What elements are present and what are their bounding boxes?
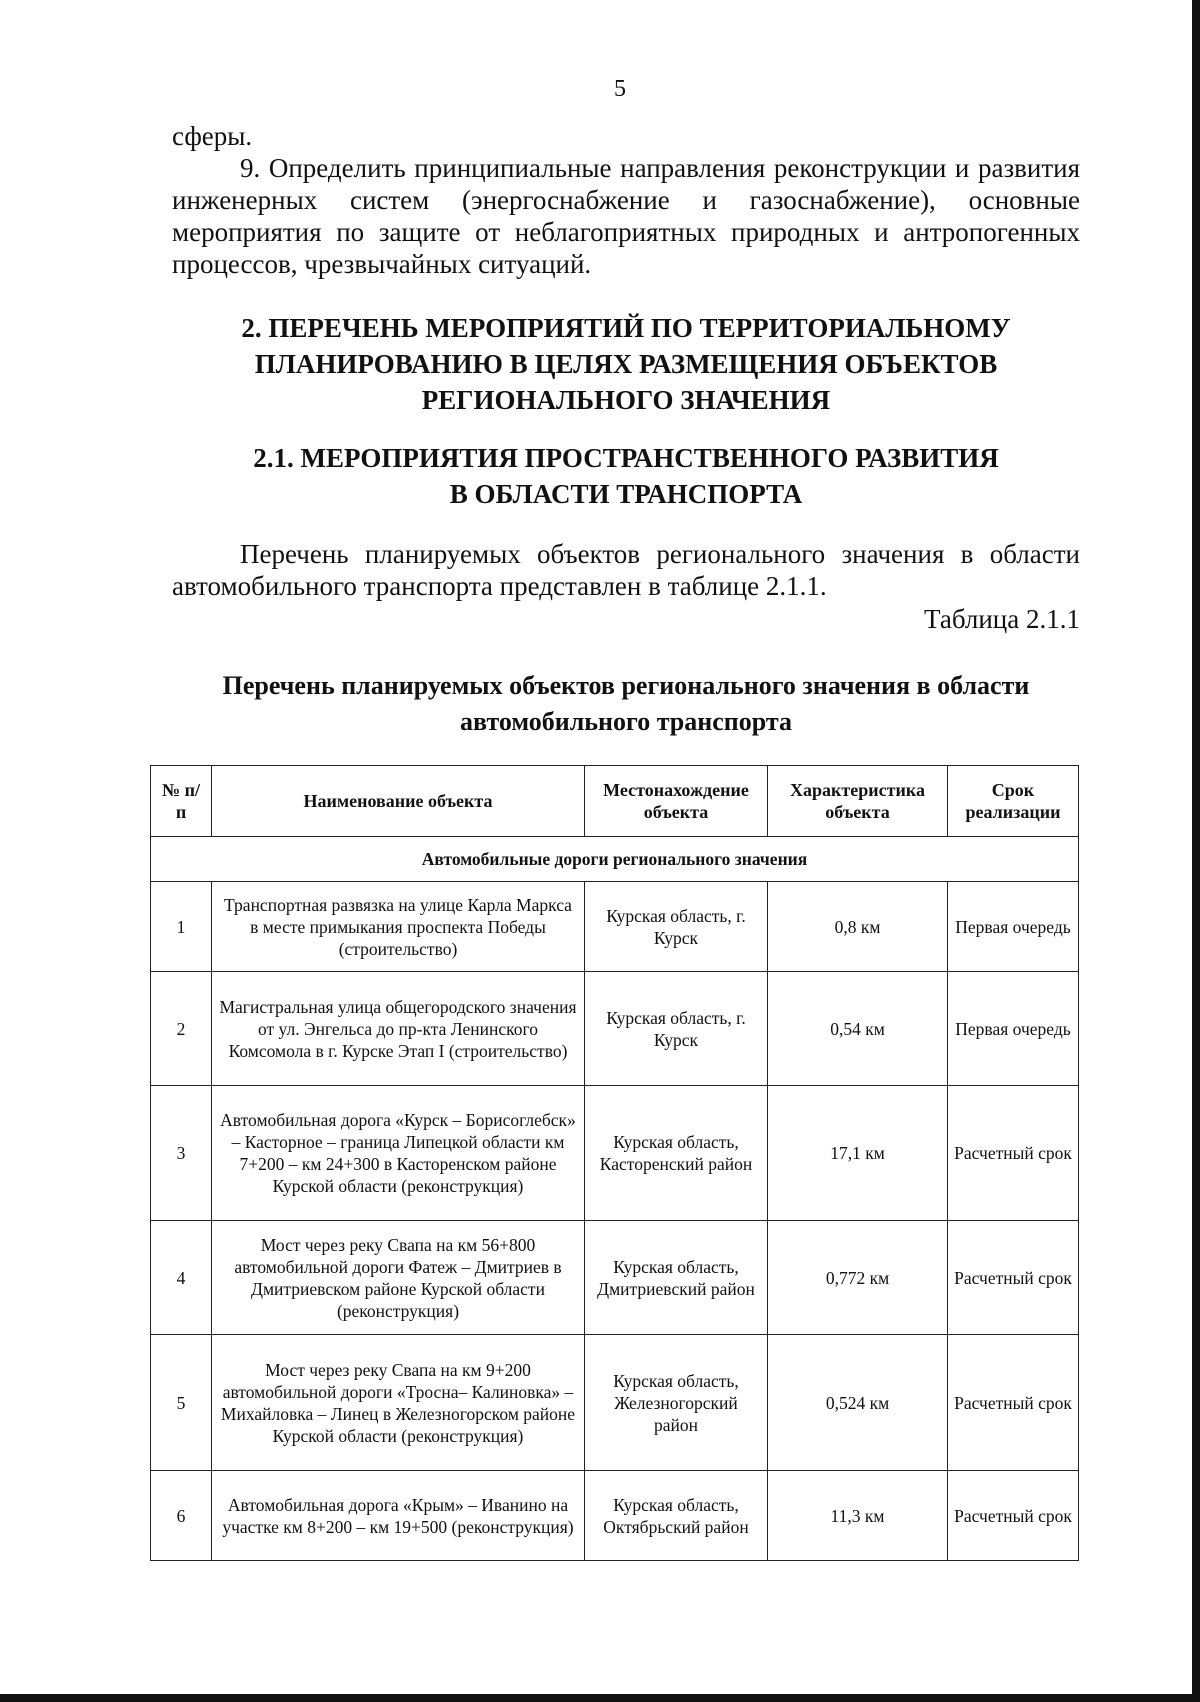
cell-name: Мост через реку Свапа на км 56+800 автомобильной дороги Фатеж – Дмитриев в Дмитриевском районе Курской области (реконструкция) bbox=[212, 1221, 585, 1335]
section-2-title-line-1: 2. ПЕРЕЧЕНЬ МЕРОПРИЯТИЙ ПО ТЕРРИТОРИАЛЬНОМУ bbox=[241, 313, 1011, 343]
cell-term: Первая очередь bbox=[948, 972, 1079, 1086]
section-2-title-line-2: ПЛАНИРОВАНИЮ В ЦЕЛЯХ РАЗМЕЩЕНИЯ ОБЪЕКТОВ bbox=[254, 349, 998, 379]
cell-term: Расчетный срок bbox=[948, 1471, 1079, 1561]
cell-name: Магистральная улица общегородского значения от ул. Энгельса до пр-кта Ленинского Комсомола в г. Курске Этап I (строительство) bbox=[212, 972, 585, 1086]
table-title-line-1: Перечень планируемых объектов регионального значения в области bbox=[222, 671, 1030, 700]
header-term: Срок реализации bbox=[948, 766, 1079, 837]
table-title bbox=[172, 668, 1080, 740]
table-row bbox=[151, 1335, 1079, 1471]
table-row bbox=[151, 1221, 1079, 1335]
cell-characteristic: 0,772 км bbox=[768, 1221, 948, 1335]
cell-term: Расчетный срок bbox=[948, 1335, 1079, 1471]
table-row bbox=[151, 1471, 1079, 1561]
table-label: Таблица 2.1.1 bbox=[924, 604, 1080, 634]
table-row bbox=[151, 1086, 1079, 1221]
table-row bbox=[151, 882, 1079, 972]
intro-continuation: сферы. bbox=[172, 121, 253, 151]
cell-name: Автомобильная дорога «Крым» – Иванино на участке км 8+200 – км 19+500 (реконструкция) bbox=[212, 1471, 585, 1561]
table-title-line-2: автомобильного транспорта bbox=[460, 707, 792, 736]
section-2-1-paragraph: Перечень планируемых объектов регионального значения в области автомобильного транспорта представлен в таблице 2.1.1. bbox=[172, 539, 1080, 601]
cell-characteristic: 0,54 км bbox=[768, 972, 948, 1086]
section-row bbox=[151, 837, 1079, 882]
cell-term: Расчетный срок bbox=[948, 1221, 1079, 1335]
cell-characteristic: 11,3 км bbox=[768, 1471, 948, 1561]
cell-location: Курская область, Октябрьский район bbox=[585, 1471, 768, 1561]
scan-edge-right bbox=[1192, 0, 1200, 1702]
objects-table bbox=[150, 765, 1079, 1561]
header-location: Местонахождение объекта bbox=[585, 766, 768, 837]
cell-characteristic: 0,8 км bbox=[768, 882, 948, 972]
section-2-title-line-3: РЕГИОНАЛЬНОГО ЗНАЧЕНИЯ bbox=[421, 385, 831, 415]
table-header-row bbox=[151, 766, 1079, 837]
section-2-1-title bbox=[172, 440, 1080, 512]
header-characteristic: Характеристика объекта bbox=[768, 766, 948, 837]
table-row bbox=[151, 972, 1079, 1086]
cell-name: Мост через реку Свапа на км 9+200 автомобильной дороги «Тросна– Калиновка» – Михайловка – Линец в Железногорском районе Курской области (реконструкция) bbox=[212, 1335, 585, 1471]
cell-num: 3 bbox=[151, 1086, 212, 1221]
page-number: 5 bbox=[614, 76, 626, 102]
section-2-1-title-line-1: 2.1. МЕРОПРИЯТИЯ ПРОСТРАНСТВЕННОГО РАЗВИТИЯ bbox=[253, 443, 999, 473]
section-2-1-title-line-2: В ОБЛАСТИ ТРАНСПОРТА bbox=[449, 479, 803, 509]
cell-location: Курская область, г. Курск bbox=[585, 972, 768, 1086]
cell-location: Курская область, Касторенский район bbox=[585, 1086, 768, 1221]
cell-num: 6 bbox=[151, 1471, 212, 1561]
cell-term: Первая очередь bbox=[948, 882, 1079, 972]
cell-location: Курская область, Дмитриевский район bbox=[585, 1221, 768, 1335]
header-num: № п/п bbox=[151, 766, 212, 837]
section-row-label: Автомобильные дороги регионального значения bbox=[151, 837, 1079, 882]
cell-location: Курская область, г. Курск bbox=[585, 882, 768, 972]
cell-num: 5 bbox=[151, 1335, 212, 1471]
cell-num: 4 bbox=[151, 1221, 212, 1335]
header-name: Наименование объекта bbox=[212, 766, 585, 837]
cell-characteristic: 17,1 км bbox=[768, 1086, 948, 1221]
cell-characteristic: 0,524 км bbox=[768, 1335, 948, 1471]
section-2-title bbox=[172, 310, 1080, 418]
cell-term: Расчетный срок bbox=[948, 1086, 1079, 1221]
cell-num: 1 bbox=[151, 882, 212, 972]
intro-item-9: 9. Определить принципиальные направления реконструкции и развития инженерных систем (энергоснабжение и газоснабжение), основные мероприятия по защите от неблагоприятных природных и антропогенных процессов, чрезвычайных ситуаций. bbox=[172, 153, 1080, 279]
cell-name: Автомобильная дорога «Курск – Борисоглебск» – Касторное – граница Липецкой области км 7+200 – км 24+300 в Касторенском районе Курской области (реконструкция) bbox=[212, 1086, 585, 1221]
cell-name: Транспортная развязка на улице Карла Маркса в месте примыкания проспекта Победы (строительство) bbox=[212, 882, 585, 972]
scan-edge-bottom bbox=[0, 1694, 1200, 1702]
cell-num: 2 bbox=[151, 972, 212, 1086]
cell-location: Курская область, Железногорский район bbox=[585, 1335, 768, 1471]
